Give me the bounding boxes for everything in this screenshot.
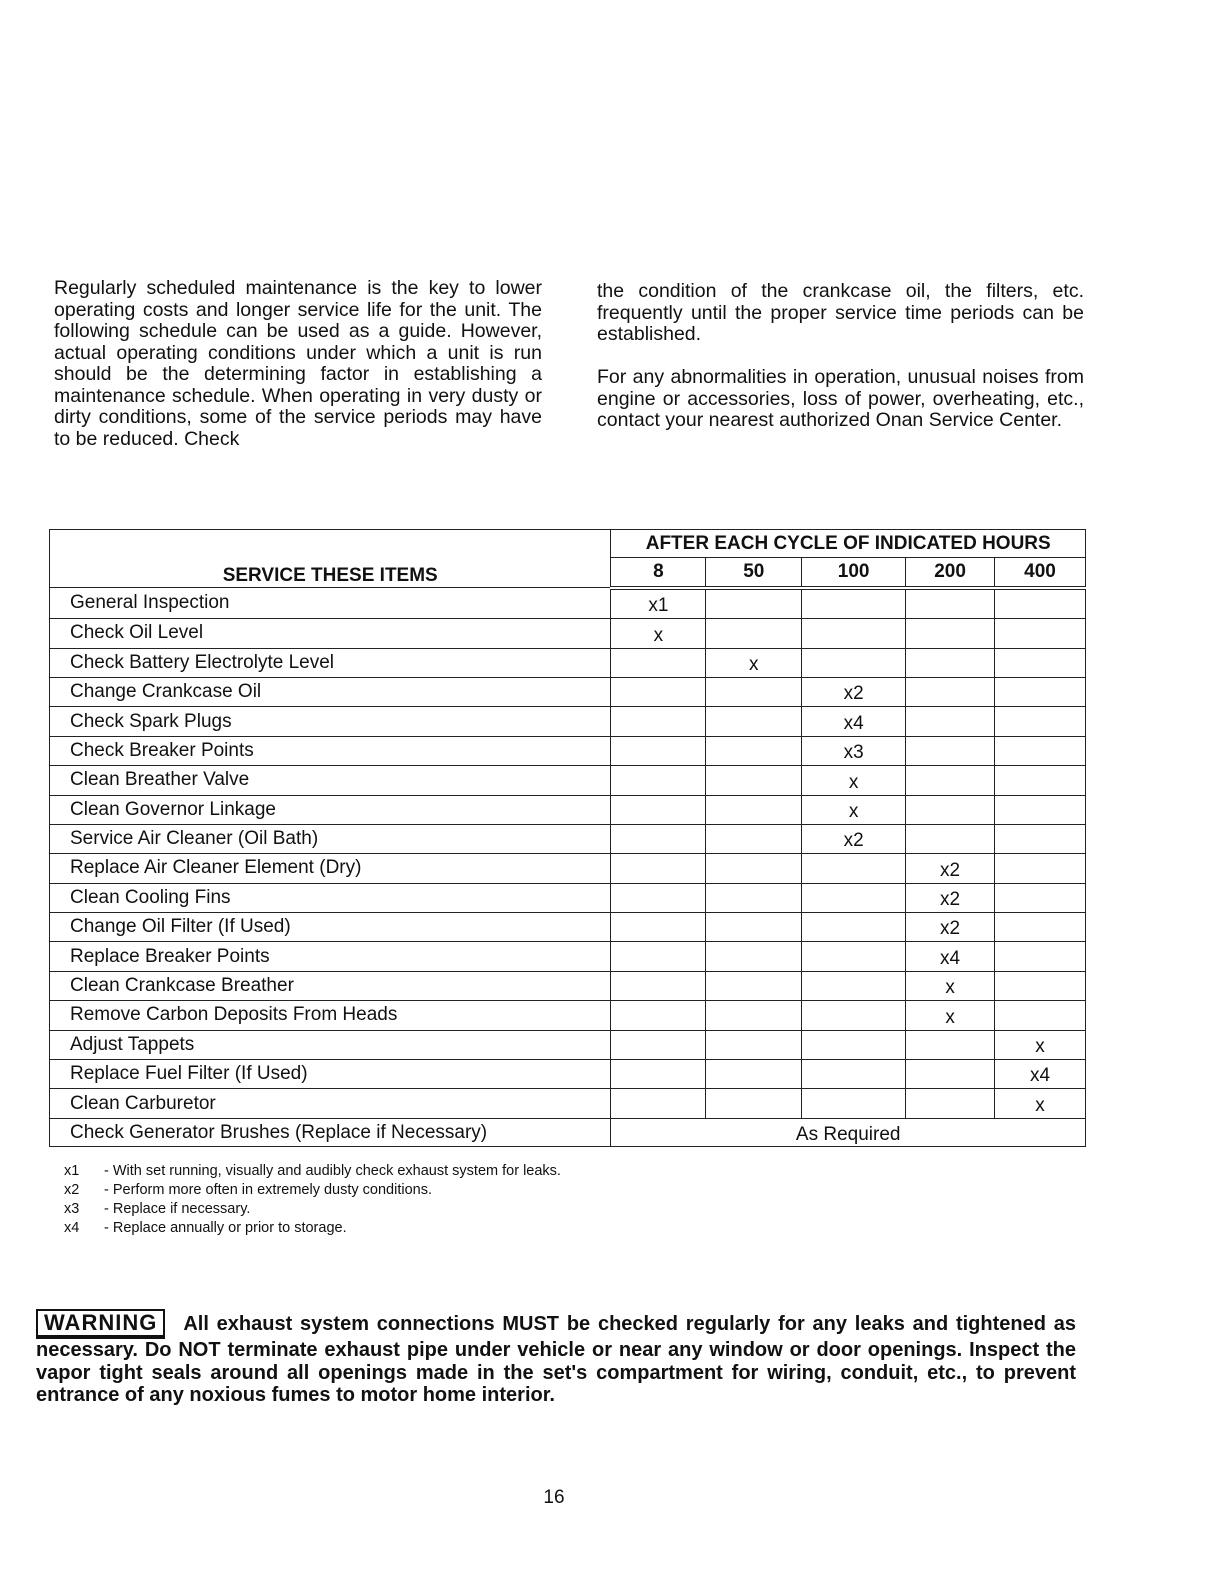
table-row (50, 913, 1086, 942)
interval-cell-100 (802, 1089, 906, 1118)
interval-cell-8 (611, 942, 706, 971)
hour-header-50: 50 (706, 558, 802, 588)
interval-cell-400 (995, 736, 1086, 765)
table-row (50, 1001, 1086, 1030)
footnote-mark: x1 (64, 1163, 80, 1179)
interval-cell-400 (995, 854, 1086, 883)
interval-cell-400 (995, 942, 1086, 971)
hour-header-100: 100 (802, 558, 906, 588)
table-row (50, 1060, 1086, 1089)
service-item: Service Air Cleaner (Oil Bath) (50, 824, 611, 853)
service-item: Check Generator Brushes (Replace if Necessary) (50, 1118, 611, 1146)
footnote-text: - Replace if necessary. (104, 1201, 251, 1217)
interval-cell-8 (611, 913, 706, 942)
interval-cell-400 (995, 971, 1086, 1000)
interval-cell-400 (995, 619, 1086, 648)
interval-cell-8: x (611, 619, 706, 648)
warning-text: All exhaust system connections MUST be checked regularly for any leaks and tightened as necessary. Do NOT terminate exhaust pipe under vehicle or near any window or door openings. Inspect the vapor tight seals around all openings made in the set's compartment for wiring, conduit, etc., to prevent entrance of any noxious fumes to motor home interior. (36, 1313, 1076, 1406)
interval-cell-100: x3 (802, 736, 906, 765)
interval-cell-400 (995, 883, 1086, 912)
interval-cell-400: x (995, 1030, 1086, 1059)
interval-cell-200 (906, 766, 995, 795)
table-row (50, 1089, 1086, 1118)
table-row-last (50, 1118, 1086, 1146)
table-row (50, 854, 1086, 883)
interval-cell-200 (906, 1060, 995, 1089)
interval-cell-8 (611, 795, 706, 824)
intro-paragraph-right-1: the condition of the crankcase oil, the filters, etc. frequently until the proper service time periods can be established. (597, 280, 1084, 345)
interval-cell-400 (995, 1001, 1086, 1030)
footnote (64, 1219, 561, 1238)
interval-cell-100: x (802, 766, 906, 795)
interval-cell-8 (611, 1060, 706, 1089)
interval-cell-50 (706, 707, 802, 736)
interval-cell-100 (802, 883, 906, 912)
footnote-text: - Perform more often in extremely dusty conditions. (104, 1182, 432, 1198)
interval-cell-50 (706, 1030, 802, 1059)
interval-cell-100 (802, 1060, 906, 1089)
interval-cell-50: x (706, 648, 802, 677)
interval-cell-8 (611, 707, 706, 736)
interval-cell-200 (906, 795, 995, 824)
interval-cell-100 (802, 648, 906, 677)
interval-cell-100 (802, 913, 906, 942)
interval-cell-100 (802, 1030, 906, 1059)
intro-paragraph-left: Regularly scheduled maintenance is the key to lower operating costs and longer service life for the unit. The following schedule can be used as a guide. However, actual operating conditions under which a unit is run should be the determining factor in establishing a maintenance schedule. When operating in very dusty or dirty conditions, some of the service periods may have to be reduced. Check (54, 277, 542, 450)
footnote-mark: x3 (64, 1201, 80, 1217)
interval-cell-400 (995, 795, 1086, 824)
maintenance-schedule-table (49, 529, 1086, 1147)
service-item: Clean Crankcase Breather (50, 971, 611, 1000)
interval-cell-50 (706, 913, 802, 942)
table-row (50, 795, 1086, 824)
interval-cell-100: x (802, 795, 906, 824)
interval-cell-8 (611, 1089, 706, 1118)
footnotes (64, 1162, 561, 1238)
interval-cell-400 (995, 588, 1086, 619)
footnote (64, 1200, 561, 1219)
hour-header-200: 200 (906, 558, 995, 588)
interval-cell-50 (706, 795, 802, 824)
interval-cell-50 (706, 1089, 802, 1118)
interval-cell-8 (611, 971, 706, 1000)
interval-cell-50 (706, 1001, 802, 1030)
interval-cell-400 (995, 677, 1086, 706)
interval-cell-200: x2 (906, 883, 995, 912)
interval-cell-8 (611, 824, 706, 853)
interval-cell-8: x1 (611, 588, 706, 619)
interval-cell-8 (611, 883, 706, 912)
service-item: Check Spark Plugs (50, 707, 611, 736)
interval-cell-50 (706, 883, 802, 912)
service-item: Check Oil Level (50, 619, 611, 648)
footnote-text: - With set running, visually and audibly check exhaust system for leaks. (104, 1163, 561, 1179)
interval-cell-200 (906, 619, 995, 648)
hour-header-400: 400 (995, 558, 1086, 588)
interval-cell-200 (906, 707, 995, 736)
interval-cell-50 (706, 588, 802, 619)
service-item: Replace Air Cleaner Element (Dry) (50, 854, 611, 883)
table-row (50, 942, 1086, 971)
interval-cell-200 (906, 648, 995, 677)
interval-cell-100 (802, 1001, 906, 1030)
interval-cell-8 (611, 766, 706, 795)
intro-paragraph-right-2: For any abnormalities in operation, unusual noises from engine or accessories, loss of power, overheating, etc., contact your nearest authorized Onan Service Center. (597, 366, 1084, 431)
table-row (50, 971, 1086, 1000)
footnote-mark: x4 (64, 1220, 80, 1236)
service-item: Adjust Tappets (50, 1030, 611, 1059)
interval-cell-100: x2 (802, 824, 906, 853)
service-item: Change Crankcase Oil (50, 677, 611, 706)
interval-cell-100 (802, 619, 906, 648)
interval-cell-50 (706, 1060, 802, 1089)
interval-cell-50 (706, 942, 802, 971)
service-item: General Inspection (50, 588, 611, 619)
interval-cell-100 (802, 971, 906, 1000)
interval-cell-50 (706, 824, 802, 853)
interval-cell-8 (611, 854, 706, 883)
interval-cell-200: x (906, 971, 995, 1000)
interval-cell-400: x (995, 1089, 1086, 1118)
service-item: Change Oil Filter (If Used) (50, 913, 611, 942)
interval-cell-400 (995, 766, 1086, 795)
interval-cell-200 (906, 1089, 995, 1118)
interval-cell-400 (995, 824, 1086, 853)
warning-badge: WARNING (36, 1309, 165, 1339)
interval-cell-50 (706, 766, 802, 795)
interval-cell-400 (995, 913, 1086, 942)
interval-cell-100: x2 (802, 677, 906, 706)
interval-cell-50 (706, 736, 802, 765)
interval-cell-50 (706, 677, 802, 706)
interval-cell-200: x2 (906, 913, 995, 942)
table-row (50, 707, 1086, 736)
service-item: Replace Breaker Points (50, 942, 611, 971)
interval-cell-50 (706, 971, 802, 1000)
interval-cell-200: x2 (906, 854, 995, 883)
interval-cell-100: x4 (802, 707, 906, 736)
interval-cell-200 (906, 824, 995, 853)
interval-cell-8 (611, 1030, 706, 1059)
service-item: Clean Cooling Fins (50, 883, 611, 912)
table-row (50, 824, 1086, 853)
service-item: Clean Governor Linkage (50, 795, 611, 824)
table-row (50, 619, 1086, 648)
table-row (50, 883, 1086, 912)
table-row (50, 766, 1086, 795)
as-required-cell: As Required (611, 1118, 1086, 1146)
table-row (50, 677, 1086, 706)
interval-cell-400 (995, 707, 1086, 736)
interval-cell-100 (802, 854, 906, 883)
interval-cell-200 (906, 677, 995, 706)
warning-block (36, 1309, 1076, 1407)
interval-cell-100 (802, 588, 906, 619)
footnote-text: - Replace annually or prior to storage. (104, 1220, 347, 1236)
interval-cell-8 (611, 648, 706, 677)
interval-cell-50 (706, 619, 802, 648)
footnote-mark: x2 (64, 1182, 80, 1198)
interval-cell-200 (906, 736, 995, 765)
service-item: Clean Breather Valve (50, 766, 611, 795)
interval-cell-8 (611, 1001, 706, 1030)
cycle-hours-header: AFTER EACH CYCLE OF INDICATED HOURS (611, 530, 1086, 558)
interval-cell-200 (906, 1030, 995, 1059)
interval-cell-50 (706, 854, 802, 883)
service-item: Replace Fuel Filter (If Used) (50, 1060, 611, 1089)
hour-header-8: 8 (611, 558, 706, 588)
interval-cell-400: x4 (995, 1060, 1086, 1089)
interval-cell-8 (611, 677, 706, 706)
table-row (50, 588, 1086, 619)
service-item: Check Battery Electrolyte Level (50, 648, 611, 677)
table-row (50, 736, 1086, 765)
interval-cell-100 (802, 942, 906, 971)
footnote (64, 1162, 561, 1181)
footnote (64, 1181, 561, 1200)
interval-cell-200: x (906, 1001, 995, 1030)
table-row (50, 648, 1086, 677)
service-item: Clean Carburetor (50, 1089, 611, 1118)
page-number: 16 (543, 1487, 565, 1508)
interval-cell-400 (995, 648, 1086, 677)
service-item: Check Breaker Points (50, 736, 611, 765)
interval-cell-200 (906, 588, 995, 619)
table-row (50, 1030, 1086, 1059)
interval-cell-200: x4 (906, 942, 995, 971)
service-items-header: SERVICE THESE ITEMS (50, 530, 611, 588)
interval-cell-8 (611, 736, 706, 765)
service-item: Remove Carbon Deposits From Heads (50, 1001, 611, 1030)
